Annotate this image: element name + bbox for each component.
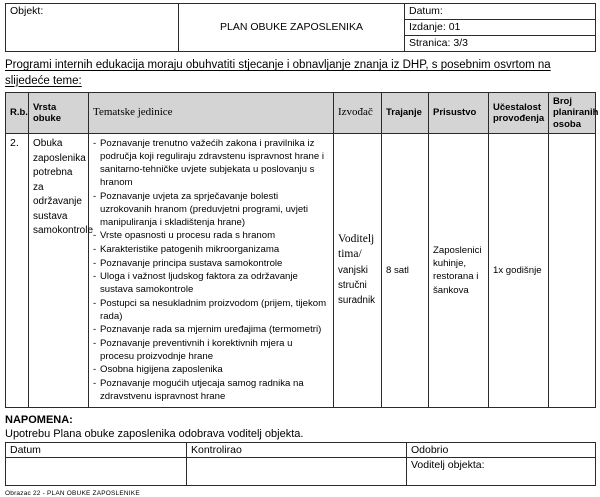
napomena-text: Upotrebu Plana obuke zaposlenika odobrava voditelj objekta. [5, 427, 304, 440]
date-cell [405, 4, 596, 20]
issue-value: Izdanje: 01 [409, 21, 461, 34]
column-header-ucestalost: Učestalost provođenja [489, 92, 549, 133]
training-plan-table [5, 92, 599, 408]
approval-header-row [6, 442, 596, 457]
cell-broj-osoba [549, 134, 596, 407]
column-header-prisustvo: Prisustvo [429, 92, 489, 133]
object-cell [6, 4, 179, 52]
cell-tematske-jedinice [89, 134, 334, 407]
document-footer: Obrazac 22 - PLAN OBUKE ZAPOSLENIKE [5, 489, 140, 497]
column-header-vrsta-obuke: Vrsta obuke [29, 92, 89, 133]
document-title: PLAN OBUKE ZAPOSLENIKA [220, 21, 363, 34]
izvodac-sans-text: vanjski stručni suradnik [338, 264, 376, 307]
table-row [6, 134, 596, 407]
document-header-table [5, 3, 596, 52]
topics-list [93, 137, 329, 403]
cell-izvodac [334, 134, 382, 407]
approval-value-odobrio[interactable]: Voditelj objekta: [407, 457, 596, 485]
topic-list-item: - Poznavanje uvjeta za sprječavanje bolesti uzrokovanih hranom (preduvjetni programi, uvjeti manipuliranja i skladištenja hrane) [93, 190, 329, 229]
approval-value-kontrolirao[interactable] [187, 457, 407, 485]
topic-list-item: - Karakteristike patogenih mikroorganizama [93, 243, 329, 256]
page-value: Stranica: 3/3 [409, 37, 468, 50]
cell-rb: 2. [6, 134, 29, 407]
topic-list-item: - Vrste opasnosti u procesu rada s hranom [93, 229, 329, 242]
table-header-row [6, 92, 596, 133]
topic-list-item: - Poznavanje mogućih utjecaja samog radnika na zdravstvenu ispravnost hrane [93, 377, 329, 403]
document-page [0, 3, 600, 497]
approval-value-row [6, 457, 596, 485]
header-row [6, 4, 596, 20]
topic-list-item: - Uloga i važnost ljudskog faktora za održavanje sustava samokontrole [93, 270, 329, 296]
cell-vrsta-obuke: Obuka zaposlenika potrebna za održavanje sustava samokontrole [29, 134, 89, 407]
izvodac-serif-text: Voditelj tima/ [338, 232, 375, 261]
column-header-broj-osoba: Broj planiranih osoba [549, 92, 596, 133]
approval-header-kontrolirao: Kontrolirao [187, 442, 407, 457]
approval-table [5, 442, 596, 486]
approval-header-datum: Datum [6, 442, 187, 457]
column-header-trajanje: Trajanje [382, 92, 429, 133]
cell-trajanje: 8 satl [382, 134, 429, 407]
document-title-cell [179, 4, 405, 52]
topic-list-item: - Osobna higijena zaposlenika [93, 363, 329, 376]
column-header-tematske-jedinice: Tematske jedinice [89, 92, 334, 133]
column-header-izvodac: Izvođač [334, 92, 382, 133]
topic-list-item: - Poznavanje trenutno važećih zakona i pravilnika iz područja koji reguliraju zdravstenu ispravnost hrane i sanitarno-tehničke uvjete subjekata u poslovanju s hranom [93, 137, 329, 189]
object-label: Objekt: [10, 5, 44, 17]
intro-paragraph: Programi internih edukacija moraju obuhvatiti stjecanje i obnavljanje znanja iz DHP, s posebnim osvrtom na slijedeće teme: [5, 59, 551, 87]
topic-list-item: - Poznavanje preventivnih i korektivnih mjera u procesu proizvodnje hrane [93, 337, 329, 363]
column-header-rb: R.b. [6, 92, 29, 133]
topic-list-item: - Poznavanje principa sustava samokontrole [93, 257, 329, 270]
topic-list-item: - Poznavanje rada sa mjernim uređajima (termometri) [93, 323, 329, 336]
page-cell [405, 36, 596, 52]
approval-value-datum[interactable] [6, 457, 187, 485]
topic-list-item: - Postupci sa nesukladnim proizvodom (prijem, tijekom rada) [93, 297, 329, 323]
approval-header-odobrio: Odobrio [407, 442, 596, 457]
cell-prisustvo: Zaposlenici kuhinje, restorana i šankova [429, 134, 489, 407]
issue-cell [405, 20, 596, 36]
cell-ucestalost: 1x godišnje [489, 134, 549, 407]
date-label: Datum: [409, 5, 443, 17]
napomena-title: NAPOMENA: [5, 413, 73, 426]
